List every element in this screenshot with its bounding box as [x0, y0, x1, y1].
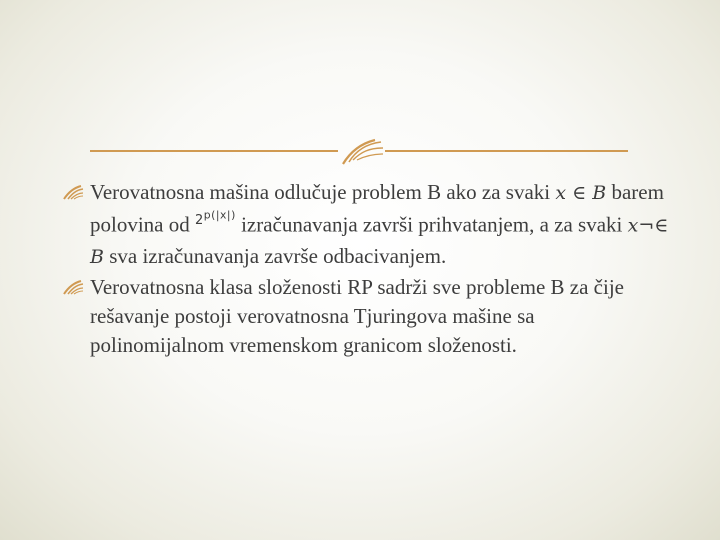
bullet-text-part: barem polovina od: [90, 180, 664, 237]
slide-content: [62, 178, 672, 361]
bullet-text-part: izračunavanja završi prihvatanjem, a za svaki: [235, 212, 628, 237]
bullet-item-rp-definition: [62, 178, 672, 272]
title-divider-right: [385, 150, 628, 152]
bullet-text-part: sva izračunavanja završe odbacivanjem.: [103, 244, 447, 269]
math-base: 2: [195, 213, 204, 229]
bullet-item-rp-class: [62, 273, 672, 360]
math-exponent: p(|x|): [203, 209, 236, 222]
quill-flourish-icon: [339, 136, 385, 166]
title-divider-left: [90, 150, 338, 152]
math-x-not-in-b: x¬∈ B: [90, 214, 669, 269]
bullet-text-part: Verovatnosna mašina odlučuje problem B ako za svaki: [90, 180, 556, 204]
bullet-text: Verovatnosna klasa složenosti RP sadrži sve probleme B za čije rešavanje postoji verovatnosna Tjuringova mašine sa polinomijalnom vremenskom granicom složenosti.: [90, 275, 624, 358]
quill-bullet-icon: [62, 184, 84, 201]
math-two-power-p: [195, 209, 236, 229]
quill-bullet-icon: [62, 279, 84, 296]
math-x-in-b: x ∈ B: [555, 182, 607, 204]
